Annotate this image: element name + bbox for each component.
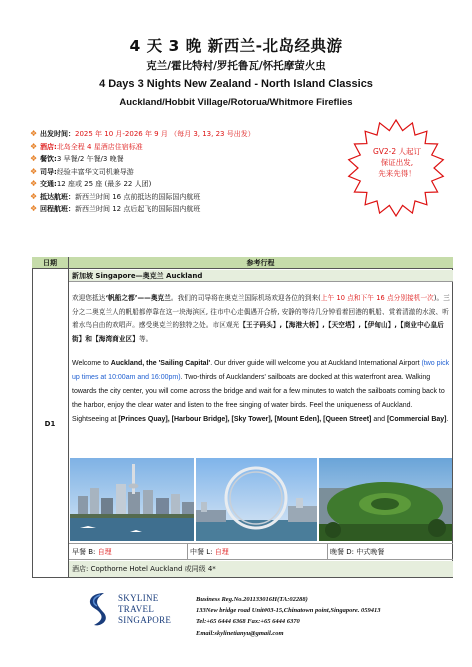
transport-value: 12 座或 25 座 (最多 22 人团) — [56, 180, 152, 188]
dinner-value: 中式晚餐 — [356, 548, 385, 556]
en-text-6: [Princes Quay], [Harbour Bridge], [Sky Tower], [Mount Eden], [Queen Street] — [118, 416, 372, 423]
company-name-1: SKYLINE — [118, 593, 159, 603]
company-email: Email:skylinetianyu@gmail.com — [196, 629, 284, 637]
badge-line-3: 先来先得！ — [378, 169, 416, 178]
tour-info-list — [30, 128, 360, 216]
lunch-cell — [190, 547, 229, 557]
badge-line-1: GV2-2 人起订 — [372, 147, 422, 156]
meals-row — [69, 543, 453, 560]
mount-eden-photo — [319, 458, 452, 541]
hotel-value: 北岛全程 4 星酒店住宿标准 — [56, 142, 143, 151]
info-transport — [30, 178, 360, 191]
bullet-icon: ❖ — [30, 191, 38, 201]
route-title: 新加坡 Singapore—奥克兰 Auckland — [69, 270, 453, 282]
company-phone: Tel:+65 6444 6368 Fax:+65 6444 6370 — [196, 618, 300, 626]
info-meals — [30, 153, 360, 166]
cn-text-1: 欢迎您抵达 — [72, 294, 106, 302]
info-departure — [30, 128, 360, 141]
meal-divider — [187, 544, 188, 560]
column-divider — [68, 257, 69, 578]
badge-text — [356, 146, 438, 179]
return-label: 回程航班： — [40, 205, 75, 213]
breakfast-label: 早餐 B: — [72, 548, 96, 556]
header-day: 日期 — [43, 259, 57, 267]
bullet-icon: ❖ — [30, 141, 38, 151]
page-title-cn: 4 天 3 晚 新西兰-北岛经典游 — [129, 37, 343, 55]
skyline-logo-icon — [82, 589, 112, 629]
departure-value: 2025 年 10 月-2026 年 9 月 （每月 3, 13, 23 号出发） — [75, 130, 255, 138]
bullet-icon: ❖ — [30, 129, 38, 138]
cn-text-7: 等。 — [138, 334, 153, 343]
bullet-icon: ❖ — [30, 166, 38, 176]
arrival-label: 抵达航班： — [40, 192, 75, 201]
cn-text-5: )。三分之二奥克兰人的帆船都停靠在这一块海滨区, 往市中心走偶遇开合桥, 安静的等待几分钟看着回港的帆船、赏着清澈的水波、听着水鸟自由的欢唱声。感受奥克兰的独特之处。市区观光 — [72, 294, 450, 329]
breakfast-value: 自理 — [97, 548, 112, 556]
driver-label: 司导: — [40, 167, 57, 176]
info-hotel — [30, 141, 360, 154]
company-logo-text — [118, 593, 171, 626]
cn-text-6: 【王子码头】,【海港大桥】,【天空塔】,【伊甸山】,【商业中心皇后街】和【海湾商业区】 — [72, 321, 444, 343]
info-arrival — [30, 191, 360, 204]
transport-label: 交通: — [40, 180, 57, 188]
page-title-en: 4 Days 3 Nights New Zealand - North Island Classics — [99, 78, 373, 90]
dinner-label: 晚餐 D: — [330, 548, 354, 556]
hotel-label: 酒店: — [40, 142, 57, 151]
en-text-9: . — [446, 416, 449, 423]
en-text-2: Auckland, the 'Sailing Capital' — [110, 360, 211, 367]
company-contact — [196, 594, 381, 639]
meals-label: 餐饮: — [40, 155, 57, 163]
auckland-skyline-photo — [70, 458, 194, 541]
departure-label: 出发时间： — [40, 130, 75, 138]
info-return — [30, 203, 360, 216]
header-itinerary: 参考行程 — [246, 259, 275, 267]
en-text-7: and — [371, 416, 387, 423]
en-text-3: . Our driver guide will welcome you at Auckland International Airport — [210, 360, 422, 367]
page-subtitle-cn: 克兰/霍比特村/罗托鲁瓦/怀托摩萤火虫 — [146, 60, 326, 72]
badge-line-2: 保证出发, — [380, 158, 414, 167]
info-driver — [30, 166, 360, 179]
breakfast-cell — [72, 547, 112, 557]
en-text-1: Welcome to — [72, 360, 111, 367]
bullet-icon: ❖ — [30, 154, 38, 163]
arrival-value: 新西兰时间 16 点前抵达的国际国内航班 — [75, 192, 201, 201]
lunch-label: 中餐 L: — [190, 548, 213, 556]
itinerary-text-en — [72, 357, 450, 427]
company-name-3: SINGAPORE — [118, 615, 172, 625]
cn-text-3: 。我们的司导将在奥克兰国际机场欢迎各位的到来( — [170, 294, 321, 302]
en-text-4: (two pick up times at 10:00am and 16:00pm) — [72, 360, 450, 381]
en-text-5: . Two-thirds of Aucklanders' sailboats are docked at this waterfront area. Walking towards the city center, you will come across the bridge and wait for a few minutes to watch the sailboats coming back to the harbor, enjoy the clear water and listen to the free singing of water birds. Feel the uniqueness of Auckland. Sightseeing at — [72, 374, 445, 423]
spark-arch-photo — [196, 458, 317, 541]
bullet-icon: ❖ — [30, 204, 38, 213]
en-text-8: [Commercial Bay] — [386, 416, 447, 423]
cn-text-2: ‘帆船之都’——奥克兰 — [105, 294, 171, 302]
lunch-value: 自理 — [214, 548, 229, 556]
page-subtitle-en: Auckland/Hobbit Village/Rotorua/Whitmore Fireflies — [119, 97, 353, 108]
company-address: 133New bridge road Unit#03-15,Chinatown point,Singapore. 059413 — [196, 607, 381, 615]
itinerary-text-cn — [72, 292, 450, 346]
hotel-row: 酒店: Copthorne Hotel Auckland 或同级 4* — [69, 561, 453, 577]
company-name-2: TRAVEL — [118, 604, 155, 614]
driver-value: 经验丰富华文司机兼导游 — [56, 167, 134, 176]
meals-value: 3 早餐/2 午餐/3 晚餐 — [56, 155, 124, 163]
dinner-cell — [330, 547, 384, 557]
return-value: 新西兰时间 12 点后起飞的国际国内航班 — [75, 205, 201, 213]
cn-text-4: 上午 10 点和下午 16 点分别接机一次 — [320, 294, 434, 302]
table-header — [32, 257, 453, 269]
business-reg: Business Reg.No.201133016H(TA:02288) — [196, 596, 308, 603]
day-label: D1 — [44, 419, 56, 428]
meal-divider — [327, 544, 328, 560]
bullet-icon: ❖ — [30, 179, 38, 188]
